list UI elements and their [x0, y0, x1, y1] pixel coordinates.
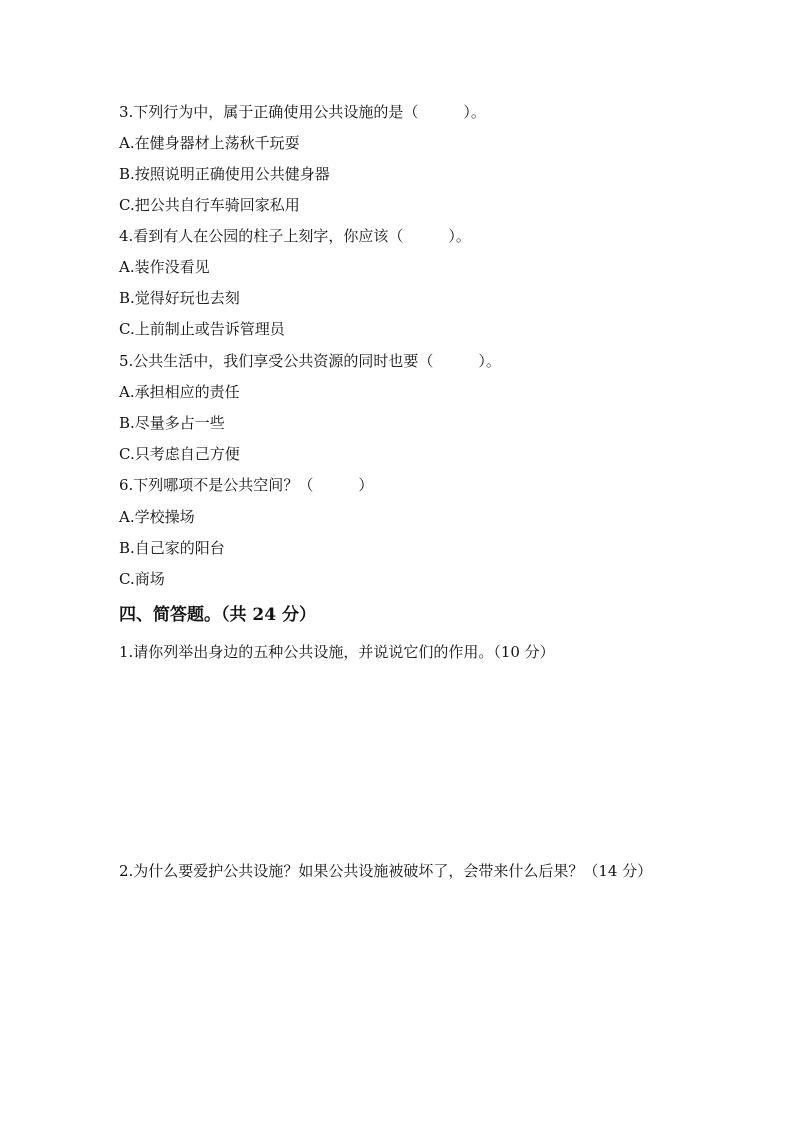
question-5-option-b: B.尽量多占一些	[119, 414, 225, 432]
question-4-option-b: B.觉得好玩也去刻	[119, 289, 240, 307]
short-answer-question-1: 1.请你列举出身边的五种公共设施，并说说它们的作用。（10 分）	[119, 643, 555, 661]
section-4-heading: 四、简答题。（共 24 分）	[119, 605, 316, 625]
question-6-option-a: A.学校操场	[119, 508, 195, 526]
question-5-option-c: C.只考虑自己方便	[119, 445, 240, 463]
question-6-option-c: C.商场	[119, 570, 165, 588]
question-5-option-a: A.承担相应的责任	[119, 383, 240, 401]
question-3-option-a: A.在健身器材上荡秋千玩耍	[119, 134, 300, 152]
question-5-stem: 5.公共生活中，我们享受公共资源的同时也要（ ）。	[119, 352, 501, 370]
question-6-stem: 6.下列哪项不是公共空间？（ ）	[119, 476, 374, 494]
question-4-option-a: A.装作没看见	[119, 258, 210, 276]
question-6-option-b: B.自己家的阳台	[119, 539, 225, 557]
question-3-stem: 3.下列行为中，属于正确使用公共设施的是（ ）。	[119, 103, 486, 121]
question-4-option-c: C.上前制止或告诉管理员	[119, 320, 285, 338]
question-3-option-c: C.把公共自行车骑回家私用	[119, 196, 300, 214]
question-4-stem: 4.看到有人在公园的柱子上刻字，你应该（ ）。	[119, 227, 471, 245]
question-3-option-b: B.按照说明正确使用公共健身器	[119, 165, 330, 183]
short-answer-question-2: 2.为什么要爱护公共设施？如果公共设施被破坏了，会带来什么后果？（14 分）	[119, 862, 653, 880]
